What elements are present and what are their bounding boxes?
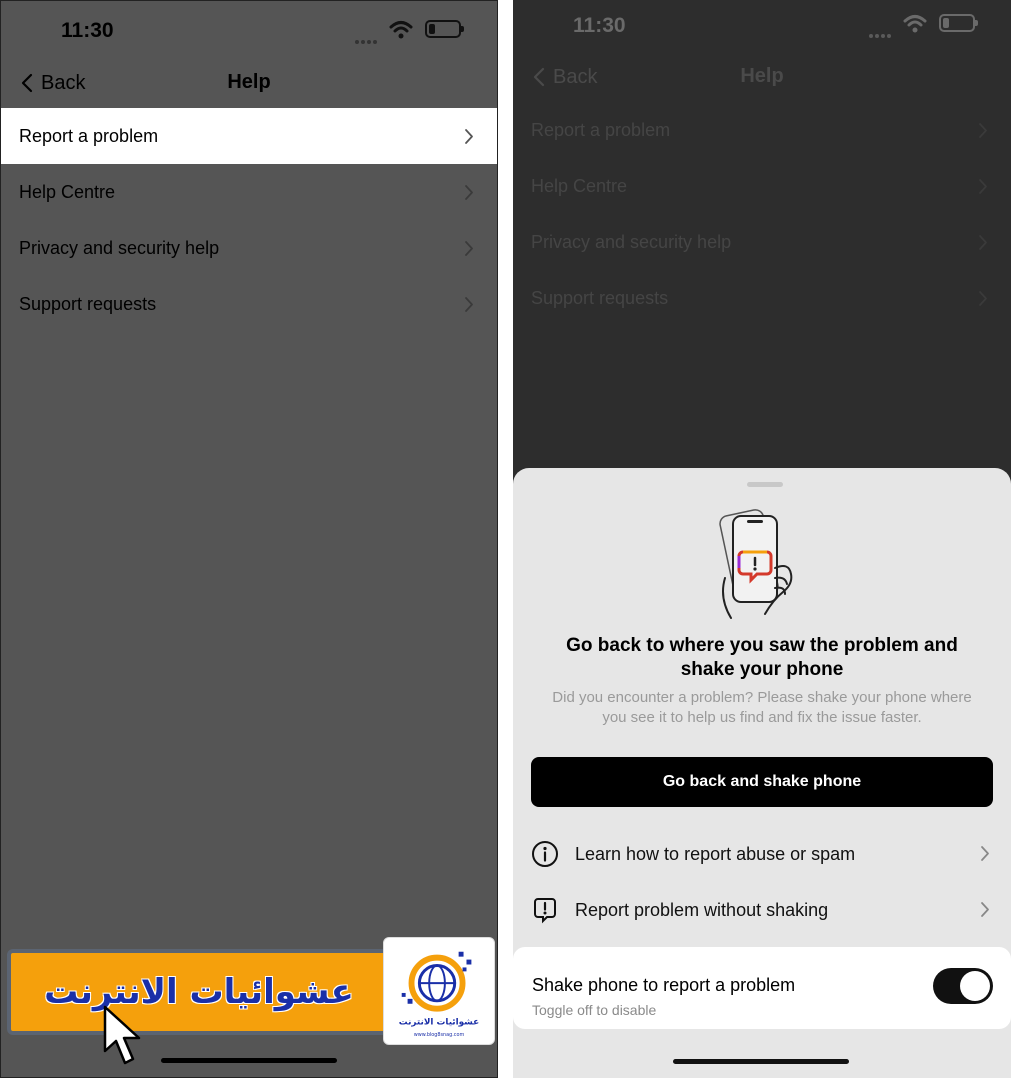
menu-item-help-centre[interactable]	[513, 158, 1011, 214]
go-back-and-shake-button[interactable]: Go back and shake phone	[531, 757, 993, 807]
right-phone-screen	[513, 0, 1011, 1078]
shake-toggle-sublabel: Toggle off to disable	[532, 1002, 657, 1018]
menu-item-label: Help Centre	[19, 181, 116, 202]
home-indicator[interactable]	[161, 1058, 337, 1063]
menu-item-label: Privacy and security help	[19, 237, 220, 258]
watermark-globe-logo	[383, 937, 495, 1045]
chevron-right-icon	[463, 184, 475, 201]
cellular-signal-icon	[869, 25, 895, 31]
menu-item-report-problem[interactable]	[513, 102, 1011, 158]
learn-report-abuse-row[interactable]	[531, 834, 993, 874]
status-bar	[1, 1, 497, 61]
chevron-right-icon	[463, 128, 475, 145]
watermark-logo-url: www.blog8snag.com	[413, 1032, 465, 1039]
nav-bar	[513, 53, 1011, 101]
chevron-right-icon	[977, 178, 989, 195]
menu-item-support-requests[interactable]	[1, 276, 497, 332]
row-label: Learn how to report abuse or spam	[575, 843, 856, 864]
chevron-right-icon	[977, 234, 989, 251]
shake-to-report-toggle[interactable]	[933, 968, 993, 1004]
wifi-icon	[903, 14, 927, 34]
left-phone-screen	[0, 0, 498, 1078]
chevron-right-icon	[977, 122, 989, 139]
menu-item-label: Support requests	[531, 287, 669, 308]
shake-toggle-label: Shake phone to report a problem	[532, 975, 796, 995]
chevron-right-icon	[979, 901, 991, 918]
battery-icon	[939, 14, 975, 32]
menu-item-support-requests[interactable]	[513, 270, 1011, 326]
menu-item-label: Privacy and security help	[531, 231, 732, 252]
menu-item-label: Support requests	[19, 293, 157, 314]
chevron-right-icon	[463, 240, 475, 257]
back-button-label: Back	[553, 65, 598, 88]
help-menu	[513, 102, 1011, 326]
status-time: 11:30	[573, 14, 626, 37]
mouse-cursor-icon	[101, 1005, 147, 1067]
back-button-label: Back	[41, 71, 86, 94]
page-title: Help	[740, 65, 784, 87]
page-title: Help	[227, 71, 271, 93]
shake-phone-illustration	[709, 508, 813, 626]
watermark-orange-banner	[7, 949, 391, 1035]
watermark-logo-text: عشوائيات الانترنت	[398, 1017, 480, 1028]
watermark-banner	[7, 945, 495, 1045]
nav-bar	[1, 59, 497, 107]
report-without-shaking-row[interactable]	[531, 890, 993, 930]
menu-item-report-problem[interactable]	[1, 108, 497, 164]
menu-item-privacy-security[interactable]	[1, 220, 497, 276]
home-indicator[interactable]	[673, 1059, 849, 1064]
info-circle-icon	[531, 840, 559, 868]
chevron-right-icon	[463, 296, 475, 313]
wifi-icon	[389, 20, 413, 40]
menu-item-privacy-security[interactable]	[513, 214, 1011, 270]
cellular-signal-icon	[355, 31, 381, 37]
row-label: Report problem without shaking	[575, 899, 829, 920]
shake-toggle-card	[513, 947, 1011, 1029]
sheet-grabber[interactable]	[747, 482, 783, 487]
toggle-knob	[960, 971, 990, 1001]
status-time: 11:30	[61, 19, 114, 42]
menu-item-help-centre[interactable]	[1, 164, 497, 220]
chevron-right-icon	[979, 845, 991, 862]
battery-icon	[425, 20, 461, 38]
menu-item-label: Report a problem	[19, 125, 159, 146]
status-bar	[513, 0, 1011, 60]
chevron-right-icon	[977, 290, 989, 307]
sheet-title: Go back to where you saw the problem and shake your phone	[566, 635, 958, 680]
watermark-arabic-text: عشوائيات الانترنت	[44, 972, 354, 1012]
menu-item-label: Help Centre	[531, 175, 628, 196]
help-menu	[1, 108, 497, 332]
menu-item-label: Report a problem	[531, 119, 671, 140]
sheet-description: Did you encounter a problem? Please shake your phone where you see it to help us find and fix the issue faster.	[552, 689, 972, 726]
report-problem-sheet	[513, 468, 1011, 1078]
alert-bubble-icon	[531, 896, 559, 924]
